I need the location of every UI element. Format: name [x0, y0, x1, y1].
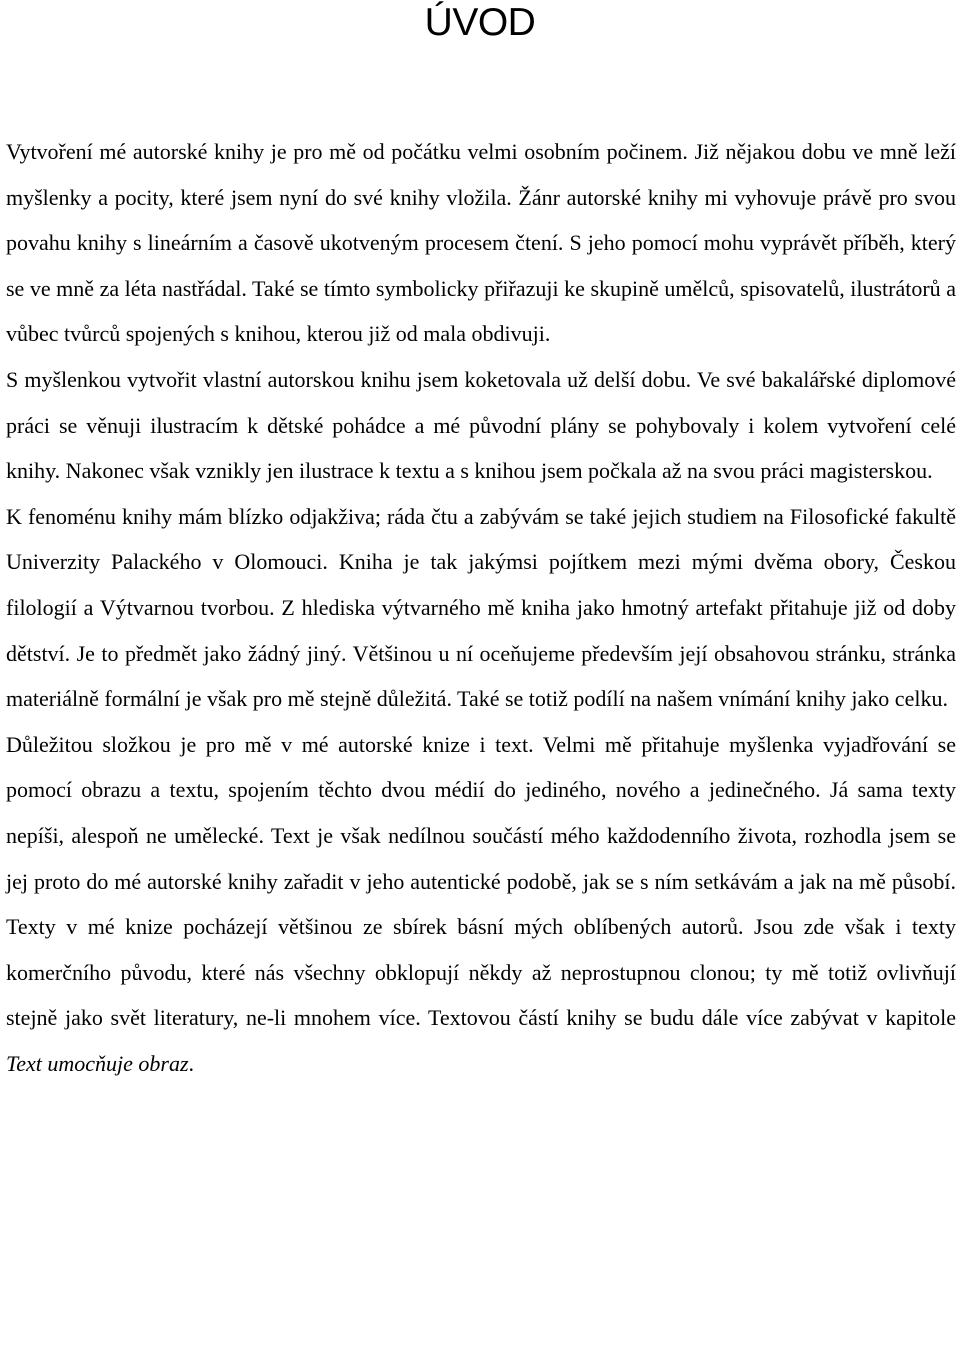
paragraph-3: K fenoménu knihy mám blízko odjakživa; ráda čtu a zabývám se také jejich studiem na Filosofické fakultě Univerzity Palackého v Olomouci. Kniha je tak jakýmsi pojítkem mezi mými dvěma obory, Českou filologií a Výtvarnou tvorbou. Z hlediska výtvarného mě kniha jako hmotný artefakt přitahuje již od doby dětství. Je to předmět jako žádný jiný. Většinou u ní oceňujeme především její obsahovou stránku, stránka materiálně formální je však pro mě stejně důležitá. Také se totiž podílí na našem vnímání knihy jako celku. — [6, 503, 956, 712]
paragraph-4-end: . — [188, 1050, 195, 1076]
paragraph-4 — [6, 722, 956, 1087]
chapter-reference: Text umocňuje obraz — [6, 1050, 189, 1076]
paragraph-1: Vytvoření mé autorské knihy je pro mě od počátku velmi osobním počinem. Již nějakou dobu ve mně leží myšlenky a pocity, které jsem nyní do své knihy vložila. Žánr autorské knihy mi vyhovuje právě pro svou povahu knihy s lineárním a časově ukotveným procesem čtení. S jeho pomocí mohu vyprávět příběh, který se ve mně za léta nastřádal. Také se tímto symbolicky přiřazuji ke skupině umělců, spisovatelů, ilustrátorů a vůbec tvůrců spojených s knihou, kterou již od mala obdivuji. — [6, 139, 956, 347]
paragraph-2: S myšlenkou vytvořit vlastní autorskou knihu jsem koketovala už delší dobu. Ve své bakalářské diplomové práci se věnuji ilustracím k dětské pohádce a mé původní plány se pohybovaly i kolem vytvoření celé knihy. Nakonec však vznikly jen ilustrace k textu a s knihou jsem počkala až na svou práci magisterskou. — [6, 366, 956, 484]
paragraph-4-text: Důležitou složkou je pro mě v mé autorské knize i text. Velmi mě přitahuje myšlenka vyjadřování se pomocí obrazu a textu, spojením těchto dvou médií do jediného, nového a jedinečného. Já sama texty nepíši, alespoň ne umělecké. Text je však nedílnou součástí mého každodenního života, rozhodla jsem se jej proto do mé autorské knihy zařadit v jeho autentické podobě, jak se s ním setkávám a jak na mě působí. Texty v mé knize pocházejí většinou ze sbírek básní mých oblíbených autorů. Jsou zde však i texty komerčního původu, které nás všechny obklopují někdy až neprostupnou clonou; ty mě totiž ovlivňují stejně jako svět literatury, ne-li mnohem více. Textovou částí knihy se budu dále více zabývat v kapitole — [6, 731, 956, 1031]
document-body — [6, 129, 956, 1086]
page-title: ÚVOD — [424, 1, 536, 44]
